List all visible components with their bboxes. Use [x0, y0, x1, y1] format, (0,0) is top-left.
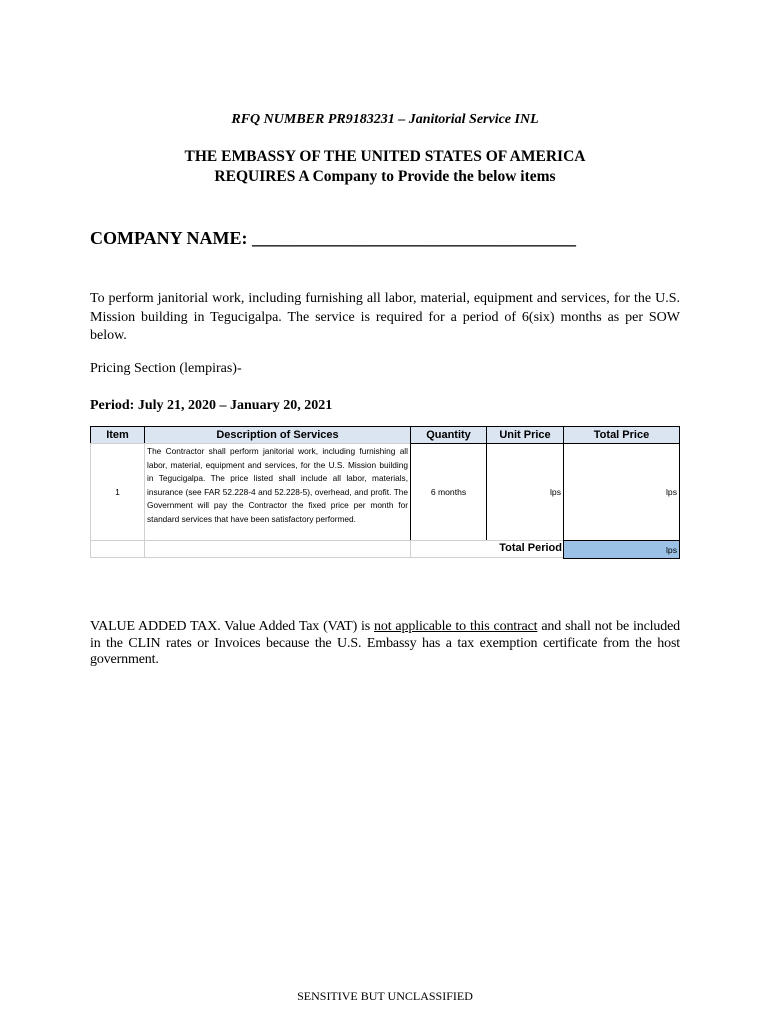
row-description: The Contractor shall perform janitorial work, including furnishing all labor, material, equipment and services, for the U.S. Mission building in Tegucigalpa. The price listed shall include all labor, materials, insurance (see FAR 52.228-4 and 52.228-5), overhead, and profit. The Government will pay the Contractor the fixed price per month for standard services that have been satisfactory performed. — [144, 443, 411, 541]
pricing-table — [90, 426, 680, 560]
header-total-price: Total Price — [563, 426, 680, 444]
total-row-empty-description — [144, 540, 411, 558]
period-label: Period: July 21, 2020 – January 20, 2021 — [90, 398, 333, 413]
header-quantity: Quantity — [410, 426, 487, 444]
header-line-1: THE EMBASSY OF THE UNITED STATES OF AMERICA — [184, 148, 586, 165]
total-period-label: Total Period — [499, 542, 562, 554]
vat-text-end: and shall not be included in the CLIN rates or Invoices because the U.S. Embassy has a tax exemption certificate from the host government. — [90, 619, 680, 667]
company-name-blank: ____________________________________ — [251, 228, 576, 248]
total-row-empty-item — [90, 540, 145, 558]
company-name-label: COMPANY NAME: — [90, 228, 248, 248]
rfq-title: RFQ NUMBER PR9183231 – Janitorial Service INL — [231, 112, 539, 127]
row-item: 1 — [90, 443, 145, 541]
pricing-section-label: Pricing Section (lempiras)- — [90, 361, 242, 376]
vat-paragraph — [90, 619, 680, 669]
classification-footer: SENSITIVE BUT UNCLASSIFIED — [297, 989, 473, 1003]
vat-text-underlined: not applicable to this contract — [374, 619, 538, 634]
row-unit-price: lps — [486, 443, 564, 541]
header-unit-price: Unit Price — [486, 426, 564, 444]
intro-paragraph: To perform janitorial work, including furnishing all labor, material, equipment and services, for the U.S. Mission building in Tegucigalpa. The service is required for a period of 6(six) months as per SOW below. — [90, 291, 680, 343]
header-line-2: REQUIRES A Company to Provide the below items — [214, 168, 556, 185]
row-total-price: lps — [563, 443, 680, 541]
company-name-field — [90, 228, 576, 249]
header-description: Description of Services — [144, 426, 411, 444]
vat-text-start: VALUE ADDED TAX. Value Added Tax (VAT) is — [90, 619, 375, 634]
header-item: Item — [90, 426, 145, 444]
row-quantity: 6 months — [410, 443, 487, 541]
total-period-value: lps — [563, 540, 680, 559]
